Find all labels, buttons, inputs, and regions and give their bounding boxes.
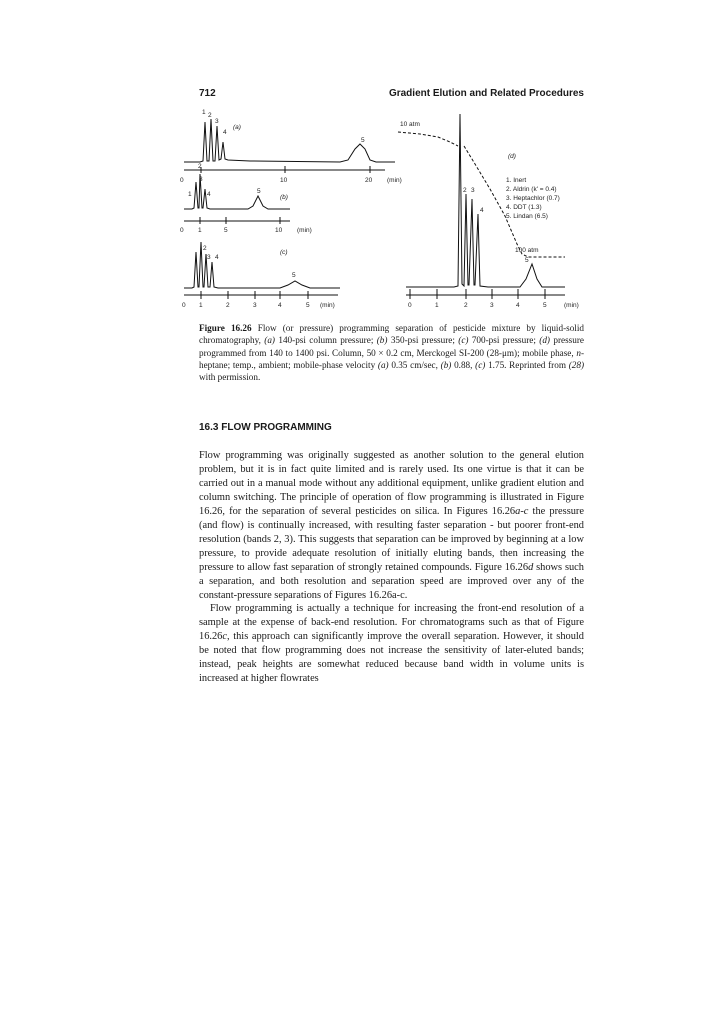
- caption-italic: (b): [376, 335, 388, 346]
- pressure-start-label: 10 atm: [400, 121, 420, 128]
- panel-c-peak: 3: [207, 254, 211, 261]
- paragraph-italic: d: [528, 561, 534, 573]
- panel-c-tick: 5: [306, 302, 310, 309]
- figure-16-26: [170, 104, 600, 314]
- caption-text: 0.88,: [451, 359, 476, 370]
- panel-d-tick: 0: [408, 302, 412, 309]
- section-heading: 16.3 FLOW PROGRAMMING: [199, 422, 332, 433]
- panel-c-unit: (min): [320, 302, 335, 309]
- caption-italic: (d): [539, 335, 550, 346]
- panel-d-label: (d): [508, 153, 516, 160]
- peak-legend: [506, 177, 560, 220]
- panel-c-peak: 2: [203, 245, 207, 252]
- caption-text: 700-psi pressure;: [468, 335, 540, 346]
- panel-d-tick: 1: [435, 302, 439, 309]
- panel-d-tick: 3: [490, 302, 494, 309]
- panel-c-peak: 4: [215, 254, 219, 261]
- caption-text: 140-psi column pressure;: [275, 335, 377, 346]
- panel-b-tick: 1: [198, 227, 202, 234]
- paragraph: [199, 602, 584, 686]
- panel-b-tick: 10: [275, 227, 283, 234]
- panel-a-tick: 0: [180, 177, 184, 184]
- chromatogram-c: [184, 242, 340, 299]
- panel-a-peak: 1: [202, 109, 206, 116]
- panel-b-tick: 5: [224, 227, 228, 234]
- chromatogram-figure: [170, 104, 600, 314]
- body-text: [199, 449, 584, 686]
- panel-a-unit: (min): [387, 177, 402, 184]
- panel-a-peak: 5: [361, 137, 365, 144]
- legend-item: 1. Inert: [506, 177, 527, 184]
- panel-c-label: (c): [280, 249, 288, 256]
- panel-d-peak: 4: [480, 207, 484, 214]
- panel-b-label: (b): [280, 194, 288, 201]
- figure-caption: [199, 322, 584, 383]
- paragraph-text: Flow programming is actually a technique for increasing the front-end resolution of a sample at the expense of back-end resolution. For chromatograms such as that of Figure 16.26: [199, 603, 584, 643]
- page-header: [199, 88, 584, 104]
- caption-label: Figure 16.26: [199, 323, 252, 333]
- panel-c-tick: 2: [226, 302, 230, 309]
- paragraph-text: , this approach can significantly improve the overall separation. However, it should be noted that flow programming does not increase the sensitivity of later-eluted bands; instead, peak heights are somewhat reduced because band width in volume units is increased at higher flowrates: [199, 631, 584, 685]
- caption-text: Flow (or pressure) programming separation of pesticide mixture by liquid-solid chromatography,: [199, 323, 584, 346]
- panel-b-peak: 3: [199, 176, 203, 183]
- paragraph-text: shows such a separation, and both resolution and separation speed are improved over any of the constant-pressure separations of Figures 16.26a-c.: [199, 561, 584, 601]
- caption-text: with permission.: [199, 372, 261, 383]
- caption-text: 0.35 cm/sec,: [388, 359, 441, 370]
- running-head: Gradient Elution and Related Procedures: [388, 88, 584, 99]
- paragraph-italic: c: [222, 631, 228, 643]
- caption-text: 1.75. Reprinted from: [485, 359, 569, 370]
- caption-text: -heptane; temp., ambient; mobile-phase velocity: [199, 347, 584, 370]
- panel-b-unit: (min): [297, 227, 312, 234]
- caption-text: pressure programmed from 140 to 1400 psi. Column, 50 × 0.2 cm, Merckogel SI-200 (28-μm); mobile phase,: [199, 335, 584, 358]
- pressure-end-label: 100 atm: [515, 247, 539, 254]
- caption-italic: (a): [377, 359, 389, 370]
- legend-item: 4. DDT (1.3): [506, 204, 542, 211]
- panel-a-label: (a): [233, 124, 241, 131]
- panel-d-tick: 2: [464, 302, 468, 309]
- panel-a-tick: 10: [280, 177, 288, 184]
- panel-b-peak: 5: [257, 188, 261, 195]
- caption-italic: (c): [475, 359, 486, 370]
- panel-c-tick: 0: [182, 302, 186, 309]
- caption-italic: (b): [440, 359, 452, 370]
- panel-a-tick: 20: [365, 177, 373, 184]
- panel-d-tick: 5: [543, 302, 547, 309]
- caption-italic: (c): [458, 335, 469, 346]
- legend-item: 2. Aldrin (k' = 0.4): [506, 186, 557, 193]
- page-number: 712: [199, 88, 216, 99]
- paragraph-text: Flow programming was originally suggested as another solution to the general elution problem, but it is in fact quite limited and is rarely used. Its one virtue is that it can be carried out in a manual mode without any additional equipment, unlike gradient elution and column switching. The principle of operation of flow programming is illustrated in Figure 16.26, for the separation of several pesticides on silica. In Figures 16.26: [199, 450, 584, 517]
- caption-italic: n: [576, 347, 581, 358]
- chromatogram-a: [184, 119, 395, 173]
- caption-italic: (28): [568, 359, 585, 370]
- panel-d-peak: 3: [471, 187, 475, 194]
- panel-a-tick: 2: [198, 163, 202, 170]
- panel-d-tick: 4: [516, 302, 520, 309]
- paragraph: [199, 449, 584, 602]
- panel-a-peak: 4: [223, 129, 227, 136]
- panel-c-tick: 1: [199, 302, 203, 309]
- panel-d-peak: 5: [525, 257, 529, 264]
- paragraph-text: the pressure (and flow) is continually increased, with resulting faster separation - but poorer front-end resolution (bands 2, 3). This suggests that separation can be improved by beginning at a low pressure, to provide adequate resolution of initially eluting bands, then increasing the pressure to allow fast separation of strongly retained compounds. Figure 16.26: [199, 505, 585, 573]
- panel-b-tick: 0: [180, 227, 184, 234]
- paragraph-italic: a-c: [515, 505, 529, 517]
- legend-item: 5. Lindan (6.5): [506, 213, 548, 220]
- panel-d-peak: 2: [463, 187, 467, 194]
- caption-text: 350-psi pressure;: [387, 335, 459, 346]
- panel-d-unit: (min): [564, 302, 579, 309]
- panel-c-tick: 4: [278, 302, 282, 309]
- panel-a-peak: 2: [208, 112, 212, 119]
- panel-b-peak: 1: [188, 191, 192, 198]
- panel-a-peak: 3: [215, 118, 219, 125]
- panel-c-tick: 3: [253, 302, 257, 309]
- panel-c-peak: 5: [292, 272, 296, 279]
- caption-italic: (a): [264, 335, 275, 346]
- panel-b-peak: 4: [207, 191, 211, 198]
- legend-item: 3. Heptachlor (0.7): [506, 195, 560, 202]
